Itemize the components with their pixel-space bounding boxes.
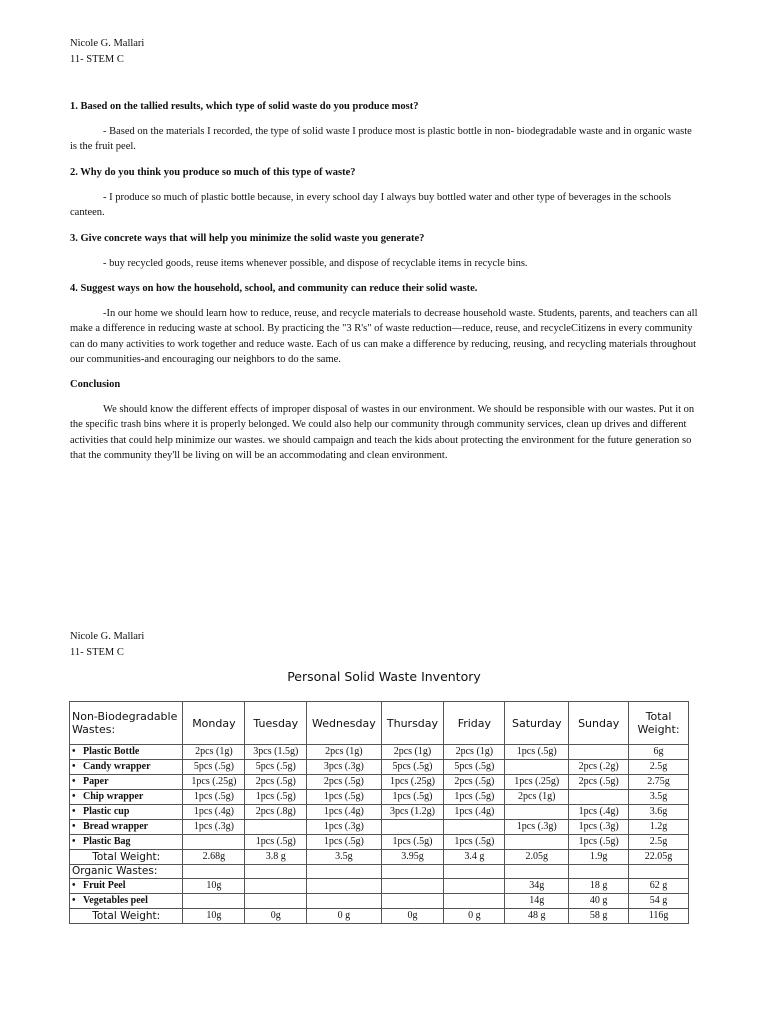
inventory-title: Personal Solid Waste Inventory bbox=[287, 669, 481, 684]
table-cell: 1pcs (.3g) bbox=[307, 820, 381, 835]
row-label bbox=[70, 745, 183, 760]
header-cell: Saturday bbox=[505, 702, 569, 745]
bullet-icon: • bbox=[72, 895, 76, 906]
total-cell: 0g bbox=[245, 909, 307, 924]
table-cell: 3pcs (1.5g) bbox=[245, 745, 307, 760]
table-cell: 1pcs (.4g) bbox=[444, 805, 505, 820]
header-cell: Wednesday bbox=[307, 702, 381, 745]
bullet-icon: • bbox=[72, 880, 76, 891]
total-row bbox=[70, 850, 689, 865]
table-cell: 1pcs (.5g) bbox=[505, 745, 569, 760]
table-cell: 2pcs (1g) bbox=[183, 745, 245, 760]
table-cell: 2pcs (.5g) bbox=[444, 775, 505, 790]
table-row bbox=[70, 760, 689, 775]
table-cell bbox=[444, 894, 505, 909]
organic-header-row bbox=[70, 865, 689, 879]
table-cell: 10g bbox=[183, 879, 245, 894]
table-cell: 5pcs (.5g) bbox=[381, 760, 444, 775]
total-cell: 48 g bbox=[505, 909, 569, 924]
table-cell: 1pcs (.5g) bbox=[245, 790, 307, 805]
table-cell bbox=[307, 879, 381, 894]
question-2 bbox=[70, 165, 700, 221]
bullet-icon: • bbox=[72, 806, 76, 817]
author-section: 11- STEM C bbox=[70, 53, 124, 65]
total-cell: 116g bbox=[629, 909, 689, 924]
row-label-text: Plastic cup bbox=[83, 806, 130, 817]
question-3 bbox=[70, 231, 700, 271]
row-label bbox=[70, 760, 183, 775]
bullet-icon: • bbox=[72, 821, 76, 832]
total-cell: 0 g bbox=[307, 909, 381, 924]
table-cell: 1pcs (.5g) bbox=[444, 835, 505, 850]
table-cell: 40 g bbox=[569, 894, 629, 909]
table-header-row bbox=[70, 702, 689, 745]
table-row bbox=[70, 820, 689, 835]
table-cell: 62 g bbox=[629, 879, 689, 894]
table-cell: 34g bbox=[505, 879, 569, 894]
table-cell: 1pcs (.4g) bbox=[307, 805, 381, 820]
table-body bbox=[70, 702, 689, 924]
table-cell: 54 g bbox=[629, 894, 689, 909]
table-cell bbox=[381, 879, 444, 894]
table-cell: 3.5g bbox=[629, 790, 689, 805]
table-cell bbox=[444, 820, 505, 835]
total-cell: 3.5g bbox=[307, 850, 381, 865]
table-cell: 2pcs (.2g) bbox=[569, 760, 629, 775]
header-cell: Sunday bbox=[569, 702, 629, 745]
table-cell bbox=[245, 865, 307, 879]
table-cell: 5pcs (.5g) bbox=[245, 760, 307, 775]
total-cell: 1.9g bbox=[569, 850, 629, 865]
header-cell: Monday bbox=[183, 702, 245, 745]
bullet-icon: • bbox=[72, 746, 76, 757]
table-cell: 1.2g bbox=[629, 820, 689, 835]
table-cell: 2pcs (1g) bbox=[307, 745, 381, 760]
table-cell: 1pcs (.5g) bbox=[569, 835, 629, 850]
total-label: Total Weight: bbox=[70, 909, 183, 924]
author-section: 11- STEM C bbox=[70, 646, 124, 658]
total-cell: 2.68g bbox=[183, 850, 245, 865]
row-label bbox=[70, 790, 183, 805]
table-cell bbox=[183, 894, 245, 909]
table-cell: 1pcs (.4g) bbox=[569, 805, 629, 820]
conclusion-section bbox=[70, 377, 700, 464]
table-cell: 2pcs (.5g) bbox=[307, 775, 381, 790]
table-cell: 2pcs (.5g) bbox=[569, 775, 629, 790]
question-2-text: 2. Why do you think you produce so much of this type of waste? bbox=[70, 167, 356, 178]
table-cell bbox=[505, 835, 569, 850]
table-cell bbox=[307, 865, 381, 879]
answer-3-text: - buy recycled goods, reuse items whenever possible, and dispose of recyclable items in recycle bins. bbox=[103, 257, 528, 269]
table-cell: 5pcs (.5g) bbox=[183, 760, 245, 775]
organic-header: Organic Wastes: bbox=[70, 865, 183, 879]
answer-1-text: - Based on the materials I recorded, the type of solid waste I produce most is plastic bottle in non- biodegradable waste and in organic waste is the fruit peel. bbox=[70, 125, 692, 152]
table-cell: 1pcs (.5g) bbox=[245, 835, 307, 850]
table-cell: 1pcs (.3g) bbox=[569, 820, 629, 835]
table-cell: 1pcs (.5g) bbox=[307, 835, 381, 850]
table-cell bbox=[569, 745, 629, 760]
table-cell: 2.5g bbox=[629, 835, 689, 850]
table-cell: 6g bbox=[629, 745, 689, 760]
table-row bbox=[70, 790, 689, 805]
table-cell: 2pcs (1g) bbox=[505, 790, 569, 805]
row-label-text: Bread wrapper bbox=[83, 821, 149, 832]
header-cell: Tuesday bbox=[245, 702, 307, 745]
author-block-2 bbox=[70, 629, 700, 660]
table-cell: 1pcs (.25g) bbox=[505, 775, 569, 790]
table-cell: 1pcs (.3g) bbox=[183, 820, 245, 835]
total-row bbox=[70, 909, 689, 924]
table-row bbox=[70, 775, 689, 790]
table-cell: 2pcs (.8g) bbox=[245, 805, 307, 820]
total-cell: 10g bbox=[183, 909, 245, 924]
total-cell: 0g bbox=[381, 909, 444, 924]
question-4-text: 4. Suggest ways on how the household, school, and community can reduce their solid waste. bbox=[70, 283, 478, 294]
row-label bbox=[70, 775, 183, 790]
row-label-text: Chip wrapper bbox=[83, 791, 144, 802]
table-cell bbox=[381, 894, 444, 909]
table-cell: 2pcs (1g) bbox=[444, 745, 505, 760]
row-label bbox=[70, 879, 183, 894]
total-cell: 3.4 g bbox=[444, 850, 505, 865]
table-cell: 1pcs (.4g) bbox=[183, 805, 245, 820]
table-cell: 1pcs (.25g) bbox=[381, 775, 444, 790]
table-cell bbox=[381, 865, 444, 879]
bullet-icon: • bbox=[72, 836, 76, 847]
table-cell: 5pcs (.5g) bbox=[444, 760, 505, 775]
row-label bbox=[70, 805, 183, 820]
question-1 bbox=[70, 99, 700, 155]
table-row bbox=[70, 805, 689, 820]
row-label bbox=[70, 835, 183, 850]
table-cell: 1pcs (.5g) bbox=[381, 790, 444, 805]
header-cell: Friday bbox=[444, 702, 505, 745]
answer-2-text: - I produce so much of plastic bottle because, in every school day I always buy bottled water and other type of beverages in the schools canteen. bbox=[70, 191, 671, 218]
header-category: Non-Biodegradable Wastes: bbox=[70, 702, 183, 745]
table-cell bbox=[307, 894, 381, 909]
table-cell bbox=[444, 865, 505, 879]
total-cell: 22.05g bbox=[629, 850, 689, 865]
table-cell: 2pcs (.5g) bbox=[245, 775, 307, 790]
table-cell: 3pcs (1.2g) bbox=[381, 805, 444, 820]
table-cell bbox=[381, 820, 444, 835]
waste-inventory-table bbox=[69, 701, 689, 924]
table-cell bbox=[505, 865, 569, 879]
conclusion-heading: Conclusion bbox=[70, 379, 121, 390]
question-1-text: 1. Based on the tallied results, which type of solid waste do you produce most? bbox=[70, 101, 419, 112]
question-4 bbox=[70, 281, 700, 368]
bullet-icon: • bbox=[72, 776, 76, 787]
bullet-icon: • bbox=[72, 791, 76, 802]
table-row bbox=[70, 879, 689, 894]
total-cell: 3.8 g bbox=[245, 850, 307, 865]
total-label: Total Weight: bbox=[70, 850, 183, 865]
table-row bbox=[70, 894, 689, 909]
row-label-text: Fruit Peel bbox=[83, 880, 126, 891]
table-cell bbox=[569, 865, 629, 879]
row-label-text: Vegetables peel bbox=[83, 895, 148, 906]
table-cell bbox=[505, 760, 569, 775]
table-cell: 18 g bbox=[569, 879, 629, 894]
author-block bbox=[70, 36, 700, 67]
author-name: Nicole G. Mallari bbox=[70, 631, 145, 642]
table-cell: 1pcs (.5g) bbox=[444, 790, 505, 805]
table-cell: 2.5g bbox=[629, 760, 689, 775]
table-cell bbox=[569, 790, 629, 805]
author-name: Nicole G. Mallari bbox=[70, 38, 145, 49]
table-cell: 2.75g bbox=[629, 775, 689, 790]
row-label-text: Paper bbox=[83, 776, 109, 787]
table-cell bbox=[444, 879, 505, 894]
row-label bbox=[70, 820, 183, 835]
table-cell bbox=[245, 820, 307, 835]
table-cell: 14g bbox=[505, 894, 569, 909]
table-cell bbox=[245, 879, 307, 894]
table-cell: 1pcs (.5g) bbox=[307, 790, 381, 805]
header-cell: Total Weight: bbox=[629, 702, 689, 745]
row-label-text: Plastic Bottle bbox=[83, 746, 140, 757]
table-cell: 1pcs (.25g) bbox=[183, 775, 245, 790]
table-cell: 3.6g bbox=[629, 805, 689, 820]
total-cell: 2.05g bbox=[505, 850, 569, 865]
row-label-text: Candy wrapper bbox=[83, 761, 151, 772]
total-cell: 58 g bbox=[569, 909, 629, 924]
table-cell bbox=[183, 865, 245, 879]
table-cell: 2pcs (1g) bbox=[381, 745, 444, 760]
table-cell bbox=[245, 894, 307, 909]
conclusion-text: We should know the different effects of improper disposal of wastes in our environment. We should be responsible with our wastes. Put it on the specific trash bins where it is properly belonged. We could also help our community through community services, clean up drives and different activities that could help minimize our wastes. we should campaign and teach the kids about protecting the environment for the future generation so that the community they'll be living on will be an accommodating and clean environment. bbox=[70, 403, 695, 461]
table-row bbox=[70, 835, 689, 850]
table-cell bbox=[183, 835, 245, 850]
row-label-text: Plastic Bag bbox=[83, 836, 131, 847]
bullet-icon: • bbox=[72, 761, 76, 772]
table-cell bbox=[629, 865, 689, 879]
total-cell: 3.95g bbox=[381, 850, 444, 865]
header-cell: Thursday bbox=[381, 702, 444, 745]
answer-4-text: -In our home we should learn how to reduce, reuse, and recycle materials to decrease household waste. Students, parents, and teachers can all make a difference in reducing waste at school. By practicing the "3 R's" of waste reduction—reduce, reuse, and recycleCitizens in every community can do many activities to work together and reduce waste. Each of us can make a difference by reducing, reusing, and recycling materials throughout our communities-and encouraging our neighbors to do the same. bbox=[70, 307, 698, 365]
table-cell: 1pcs (.5g) bbox=[381, 835, 444, 850]
table-cell: 1pcs (.3g) bbox=[505, 820, 569, 835]
total-cell: 0 g bbox=[444, 909, 505, 924]
row-label bbox=[70, 894, 183, 909]
table-cell bbox=[505, 805, 569, 820]
question-3-text: 3. Give concrete ways that will help you minimize the solid waste you generate? bbox=[70, 233, 425, 244]
table-cell: 3pcs (.3g) bbox=[307, 760, 381, 775]
table-cell: 1pcs (.5g) bbox=[183, 790, 245, 805]
table-row bbox=[70, 745, 689, 760]
